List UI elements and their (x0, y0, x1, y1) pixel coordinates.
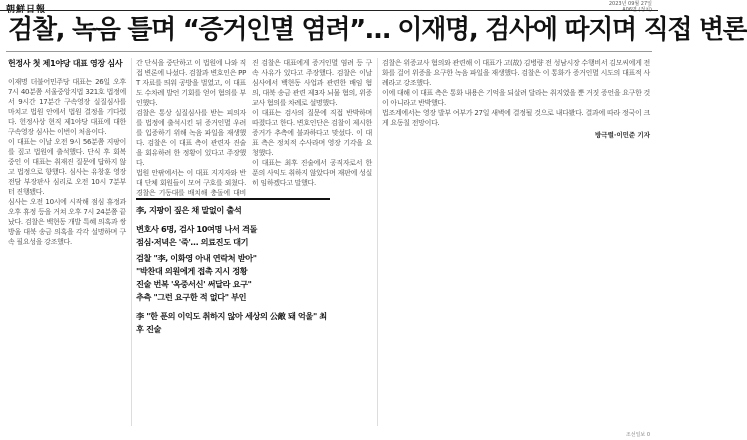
article-column-1 (8, 58, 126, 247)
pub-date: 2023년 09월 27일 (608, 1, 652, 7)
sidebar-box (136, 198, 330, 336)
article-paragraph: 이에 대해 이 대표 측은 통화 내용은 기억을 되살려 달라는 취지였을 뿐 거짓 증언을 요구한 것이 아니라고 반박했다. (382, 89, 650, 107)
article-paragraph: 법조계에서는 영장 발부 여부가 27일 새벽에 결정될 것으로 내다봤다. 결과에 따라 정국이 크게 요동칠 전망이다. (382, 109, 650, 127)
page-footer: 조선일보 0 (625, 432, 650, 438)
article-column-4 (382, 58, 650, 139)
article-paragraph: 진 검찰은 대표에게 증거인멸 염려 등 구속 사유가 있다고 주장했다. 검찰은 이날 심사에서 백현동 사업과 관련한 배임 혐의, 대북 송금 관련 제3자 뇌물 혐의, 위증교사 혐의를 차례로 설명했다. (252, 59, 372, 107)
article-paragraph: 검찰은 위증교사 혐의와 관련해 이 대표가 고(故) 김병량 전 성남시장 수행비서 김모씨에게 전화를 걸어 위증을 요구한 녹음 파일을 재생했다. 검찰은 이 통화가 증거인멸 시도의 대표적 사례라고 강조했다. (382, 59, 650, 87)
sidebar-quote-line: "박찬대 의원에게 접촉 지시 정황 (136, 266, 248, 276)
article-column-2 (136, 58, 246, 208)
article-paragraph: 이 대표는 최후 진술에서 공직자로서 한 푼의 사익도 취하지 않았다며 재판에 성실히 임하겠다고 말했다. (252, 159, 372, 187)
column-divider (131, 58, 132, 426)
newspaper-masthead: 朝鮮日報 (6, 5, 47, 15)
top-rule (0, 10, 658, 11)
article-paragraph: 간 단식을 중단하고 이 법원에 나와 직접 변론에 나섰다. 검찰과 변호인은 PPT 자료를 띄워 공방을 벌였고, 이 대표도 수차례 발언 기회를 얻어 혐의를 부인했다. (136, 59, 246, 107)
article-paragraph: 검찰은 통상 실질심사를 받는 피의자를 법정에 출석시킨 뒤 증거인멸 우려를 입증하기 위해 녹음 파일을 재생했다. 검찰은 이 대표 측이 관련자 진술을 회유하려 한 정황이 있다고 주장했다. (136, 109, 246, 167)
column-divider (377, 58, 378, 426)
sidebar-quote-line: 추측 "그런 요구한 적 없다" 부인 (136, 292, 247, 302)
sidebar-line: 점심·저녁은 '죽'… 의료진도 대기 (136, 237, 249, 247)
article-kicker: 헌정사 첫 제1야당 대표 영장 심사 (8, 59, 123, 68)
sidebar-closing: 李 "한 푼의 이익도 취하지 않아 세상의 公敵 돼 억울" 최후 진술 (136, 311, 327, 334)
pub-section: A06면 (정치) (622, 7, 652, 13)
article-paragraph: 심사는 오전 10시에 시작해 점심 휴정과 오후 휴정 등을 거쳐 오후 7시 24분쯤 끝났다. 검찰은 백현동 개발 특혜 의혹과 쌍방울 대북 송금 의혹을 각각 설명하며 구속 필요성을 강조했다. (8, 198, 126, 246)
article-column-3 (252, 58, 372, 188)
sidebar-callout (136, 198, 330, 336)
publication-info (609, 1, 652, 13)
headline-rule (6, 51, 652, 52)
article-paragraph: 이 대표는 이날 오전 9시 56분쯤 지팡이를 짚고 법원에 출석했다. 단식 후 회복 중인 이 대표는 취재진 질문에 답하지 않고 법정으로 향했다. 심사는 유창훈 영장전담 부장판사 심리로 오전 10시 7분부터 진행됐다. (8, 138, 126, 196)
article-headline: 검찰, 녹음 틀며 “증거인멸 염려”… 이재명, 검사에 따지며 직접 변론 (8, 15, 747, 45)
article-paragraph: 이 대표는 검사의 질문에 직접 반박하며 따졌다고 한다. 변호인단은 검찰이 제시한 증거가 추측에 불과하다고 맞섰다. 이 대표 측은 정치적 수사라며 영장 기각을 요청했다. (252, 109, 372, 157)
sidebar-quote-line: 진술 번복 '옥중서신' 써달라 요구" (136, 279, 252, 289)
article-paragraph: 법원 안팎에서는 이 대표 지지자와 반대 단체 회원들이 모여 구호를 외쳤다. 경찰은 기동대를 배치해 충돌에 대비 (136, 169, 246, 197)
article-paragraph: 이재명 더불어민주당 대표는 26일 오후 7시 40분쯤 서울중앙지법 321호 법정에서 9시간 17분간 구속영장 실질심사를 마치고 법원 안에서 법원 결정을 기다렸다. 헌정사상 현직 제1야당 대표에 대한 구속영장 심사는 이번이 처음이다. (8, 78, 126, 136)
sidebar-title: 李, 지팡이 짚은 채 말없이 출석 (136, 205, 242, 215)
sidebar-quote-head: 검찰 "李, 이화영 아내 연락처 받아" (136, 253, 257, 263)
article-byline: 방극렬·이민준 기자 (595, 131, 650, 139)
sidebar-line: 변호사 6명, 검사 10여명 나서 격돌 (136, 224, 257, 234)
